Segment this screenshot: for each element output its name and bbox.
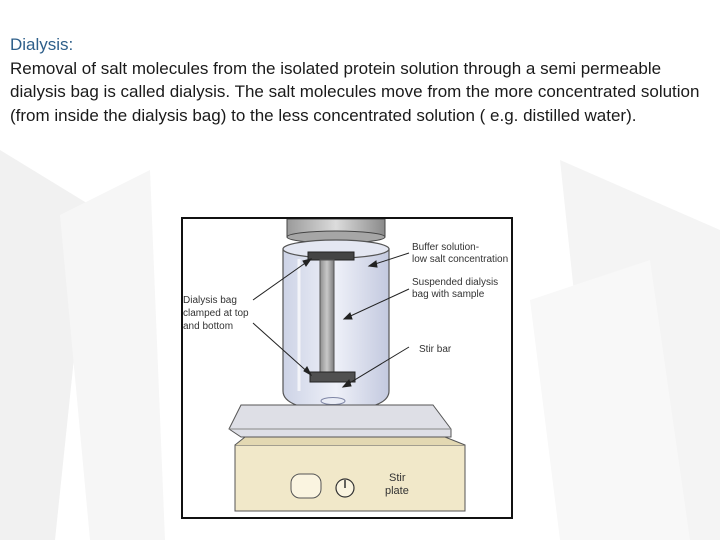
label-stir-plate-line1: Stir — [389, 472, 406, 484]
label-buffer-line1: Buffer solution- — [412, 242, 480, 253]
background-shape-left-inner — [60, 170, 165, 540]
label-stir-bar: Stir bar — [419, 344, 452, 355]
slide-heading: Dialysis: — [10, 35, 74, 54]
label-bag-line2: clamped at top — [183, 308, 249, 319]
label-buffer-line2: low salt concentration — [412, 254, 509, 265]
dialysis-illustration — [181, 217, 513, 519]
slide-body: Removal of salt molecules from the isolated protein solution through a semi permeable dialysis bag is called dialysis. The salt molecules move from the more concentrated solution (from inside the dialysis bag) to the less concentrated solution ( e.g. distilled water). — [10, 58, 700, 125]
label-bag-line3: and bottom — [183, 321, 234, 332]
label-suspended-line1: Suspended dialysis — [412, 277, 499, 288]
stir-bar — [321, 398, 345, 405]
label-suspended-line2: bag with sample — [412, 289, 485, 300]
slide-text — [10, 33, 710, 127]
label-bag-line1: Dialysis bag — [183, 295, 237, 306]
dialysis-apparatus-drawing — [183, 219, 511, 517]
beaker-cap — [287, 219, 385, 243]
label-stir-plate-line2: plate — [385, 485, 409, 497]
stir-plate-knob — [336, 479, 354, 497]
